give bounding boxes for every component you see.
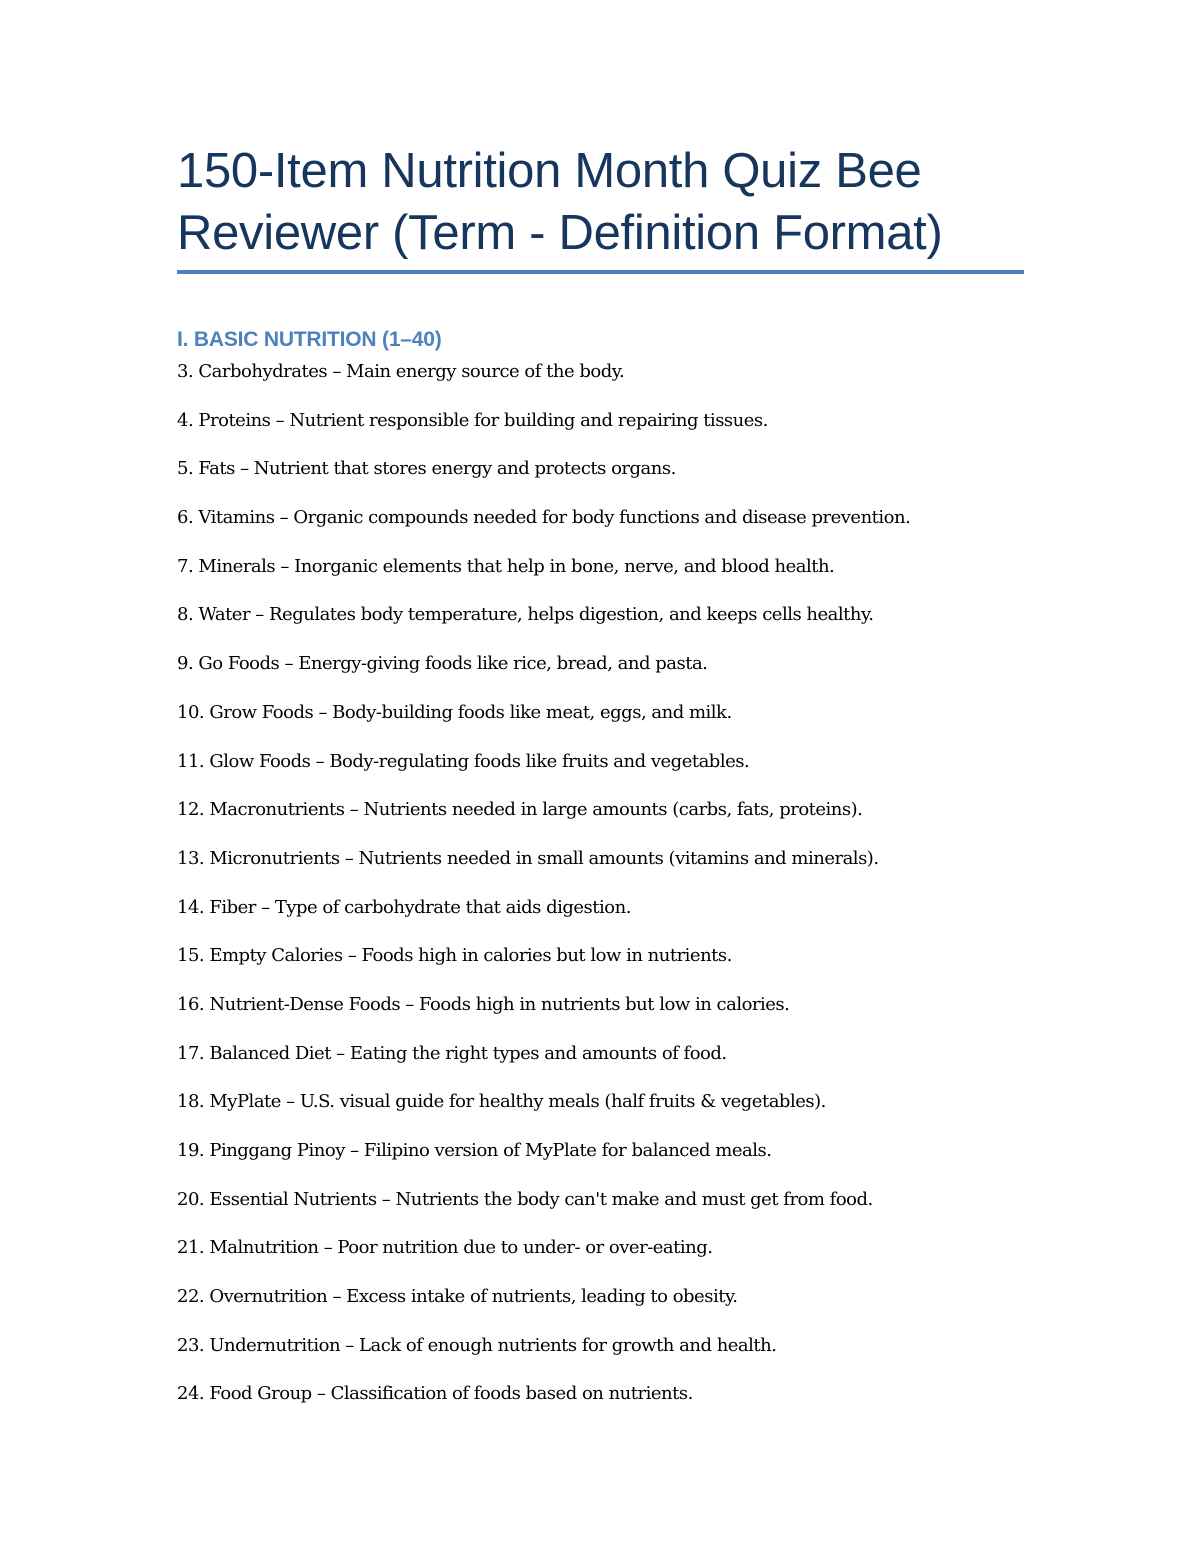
- list-item: 24. Food Group – Classification of foods based on nutrients.: [177, 1383, 693, 1405]
- document-title: [177, 140, 1024, 264]
- list-item: 12. Macronutrients – Nutrients needed in large amounts (carbs, fats, proteins).: [177, 799, 863, 821]
- list-item: 6. Vitamins – Organic compounds needed for body functions and disease prevention.: [177, 507, 911, 529]
- list-item: 14. Fiber – Type of carbohydrate that aids digestion.: [177, 896, 631, 918]
- list-item: 5. Fats – Nutrient that stores energy and protects organs.: [177, 458, 676, 480]
- list-item: 8. Water – Regulates body temperature, helps digestion, and keeps cells healthy.: [177, 604, 874, 626]
- list-item: 7. Minerals – Inorganic elements that help in bone, nerve, and blood health.: [177, 555, 835, 577]
- title-line-2: Reviewer (Term - Definition Format): [177, 206, 943, 260]
- list-item: 16. Nutrient-Dense Foods – Foods high in nutrients but low in calories.: [177, 993, 790, 1015]
- title-underline-rule: [177, 270, 1024, 274]
- list-item: 11. Glow Foods – Body-regulating foods like fruits and vegetables.: [177, 750, 750, 772]
- list-item: 4. Proteins – Nutrient responsible for building and repairing tissues.: [177, 409, 768, 431]
- list-item: 23. Undernutrition – Lack of enough nutrients for growth and health.: [177, 1334, 777, 1356]
- list-item: 21. Malnutrition – Poor nutrition due to under- or over-eating.: [177, 1237, 713, 1259]
- list-item: 10. Grow Foods – Body-building foods like meat, eggs, and milk.: [177, 701, 732, 723]
- list-item: 3. Carbohydrates – Main energy source of the body.: [177, 361, 625, 382]
- document-content: [177, 140, 1024, 1429]
- section-heading: I. BASIC NUTRITION (1–40): [177, 328, 442, 351]
- term-definition-list: [177, 358, 1024, 1429]
- list-item: 15. Empty Calories – Foods high in calories but low in nutrients.: [177, 945, 732, 967]
- title-line-1: 150-Item Nutrition Month Quiz Bee: [177, 144, 922, 198]
- list-item: 9. Go Foods – Energy-giving foods like rice, bread, and pasta.: [177, 653, 708, 675]
- list-item: 18. MyPlate – U.S. visual guide for healthy meals (half fruits & vegetables).: [177, 1091, 826, 1113]
- list-item: 17. Balanced Diet – Eating the right types and amounts of food.: [177, 1042, 727, 1064]
- list-item: 20. Essential Nutrients – Nutrients the body can't make and must get from food.: [177, 1188, 873, 1210]
- list-item: 19. Pinggang Pinoy – Filipino version of MyPlate for balanced meals.: [177, 1140, 772, 1161]
- list-item: 13. Micronutrients – Nutrients needed in small amounts (vitamins and minerals).: [177, 847, 879, 869]
- list-item: 22. Overnutrition – Excess intake of nutrients, leading to obesity.: [177, 1286, 738, 1308]
